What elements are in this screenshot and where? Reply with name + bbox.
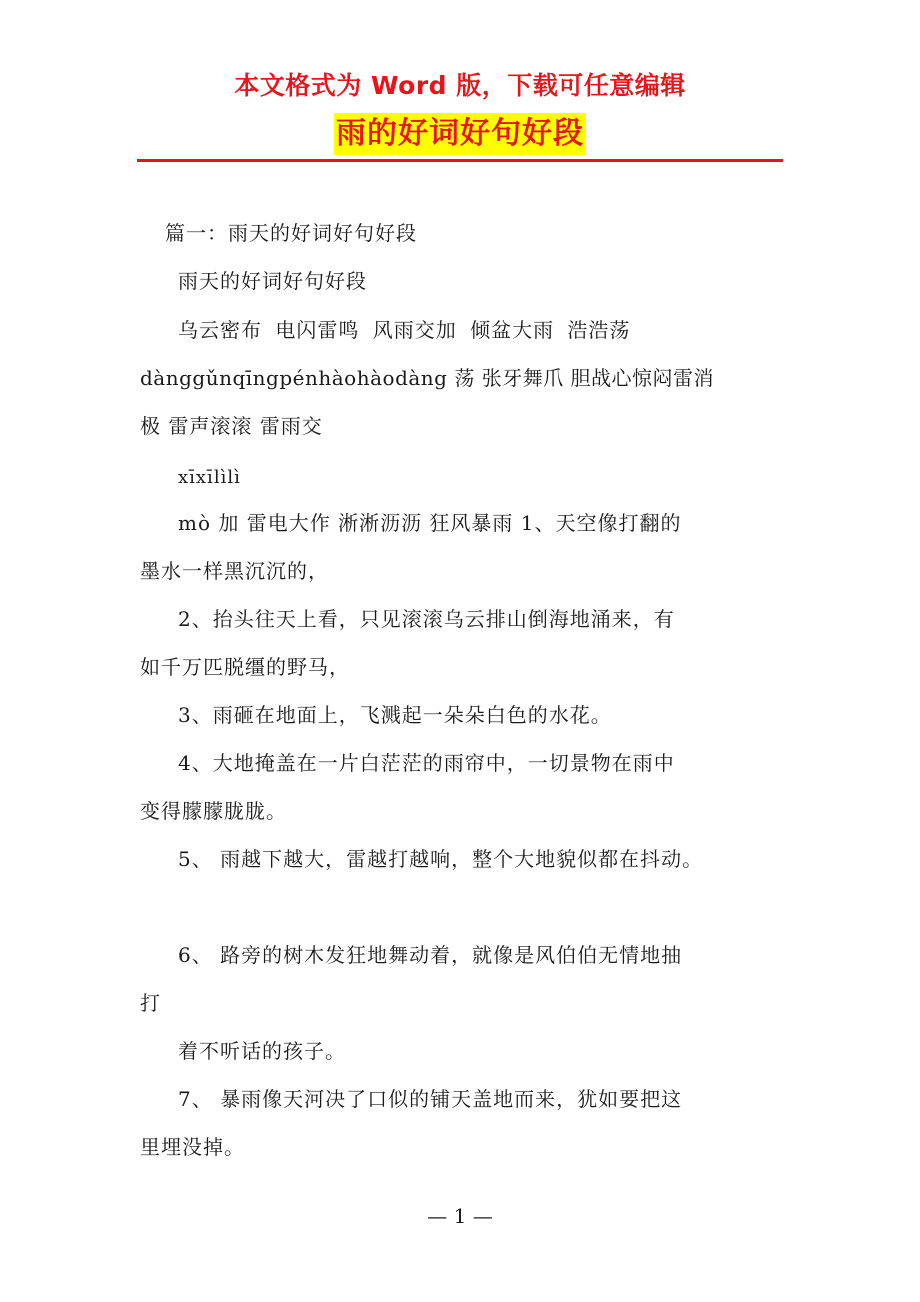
paragraph-line: 2、抬头往天上看，只见滚滚乌云排山倒海地涌来，有 (178, 607, 675, 631)
paragraph-line: 4、大地掩盖在一片白茫茫的雨帘中，一切景物在雨中 (178, 751, 675, 775)
paragraph-line: 着不听话的孩子。 (178, 1039, 346, 1063)
paragraph-line: 打 (140, 991, 161, 1015)
paragraph-line: 6、 路旁的树木发狂地舞动着，就像是风伯伯无情地抽 (178, 943, 683, 967)
paragraph-line: 3、雨砸在地面上，飞溅起一朵朵白色的水花。 (178, 703, 612, 727)
format-banner: 本文格式为 Word 版，下载可任意编辑 (234, 71, 686, 100)
title-container (0, 113, 920, 155)
word-list-line: 极 雷声滚滚 雷雨交 (140, 414, 323, 438)
paragraph-line: 变得朦朦胧胧。 (140, 799, 287, 823)
paragraph-line: 墨水一样黑沉沉的， (140, 559, 329, 583)
section-heading: 篇一：雨天的好词好句好段 (165, 221, 417, 245)
word-list-line: dànggǔnqīngpénhàohàodàng 荡 张牙舞爪 胆战心惊闷雷消 (140, 366, 715, 390)
paragraph-line: 里埋没掉。 (140, 1135, 245, 1159)
word-list-line: 乌云密布 电闪雷鸣 风雨交加 倾盆大雨 浩浩荡 (178, 318, 631, 342)
paragraph-line: 5、 雨越下越大，雷越打越响，整个大地貌似都在抖动。 (178, 847, 704, 871)
paragraph-line: 如千万匹脱缰的野马， (140, 655, 350, 679)
subheading: 雨天的好词好句好段 (178, 269, 367, 293)
page-number: — 1 — (427, 1204, 493, 1228)
pinyin-line: xīxīlìlì (178, 467, 241, 488)
paragraph-line: mò 加 雷电大作 淅淅沥沥 狂风暴雨 1、天空像打翻的 (178, 511, 682, 535)
document-title: 雨的好词好句好段 (334, 113, 586, 155)
paragraph-line: 7、 暴雨像天河决了口似的铺天盖地而来，犹如要把这 (178, 1087, 683, 1111)
header-divider (137, 159, 783, 162)
